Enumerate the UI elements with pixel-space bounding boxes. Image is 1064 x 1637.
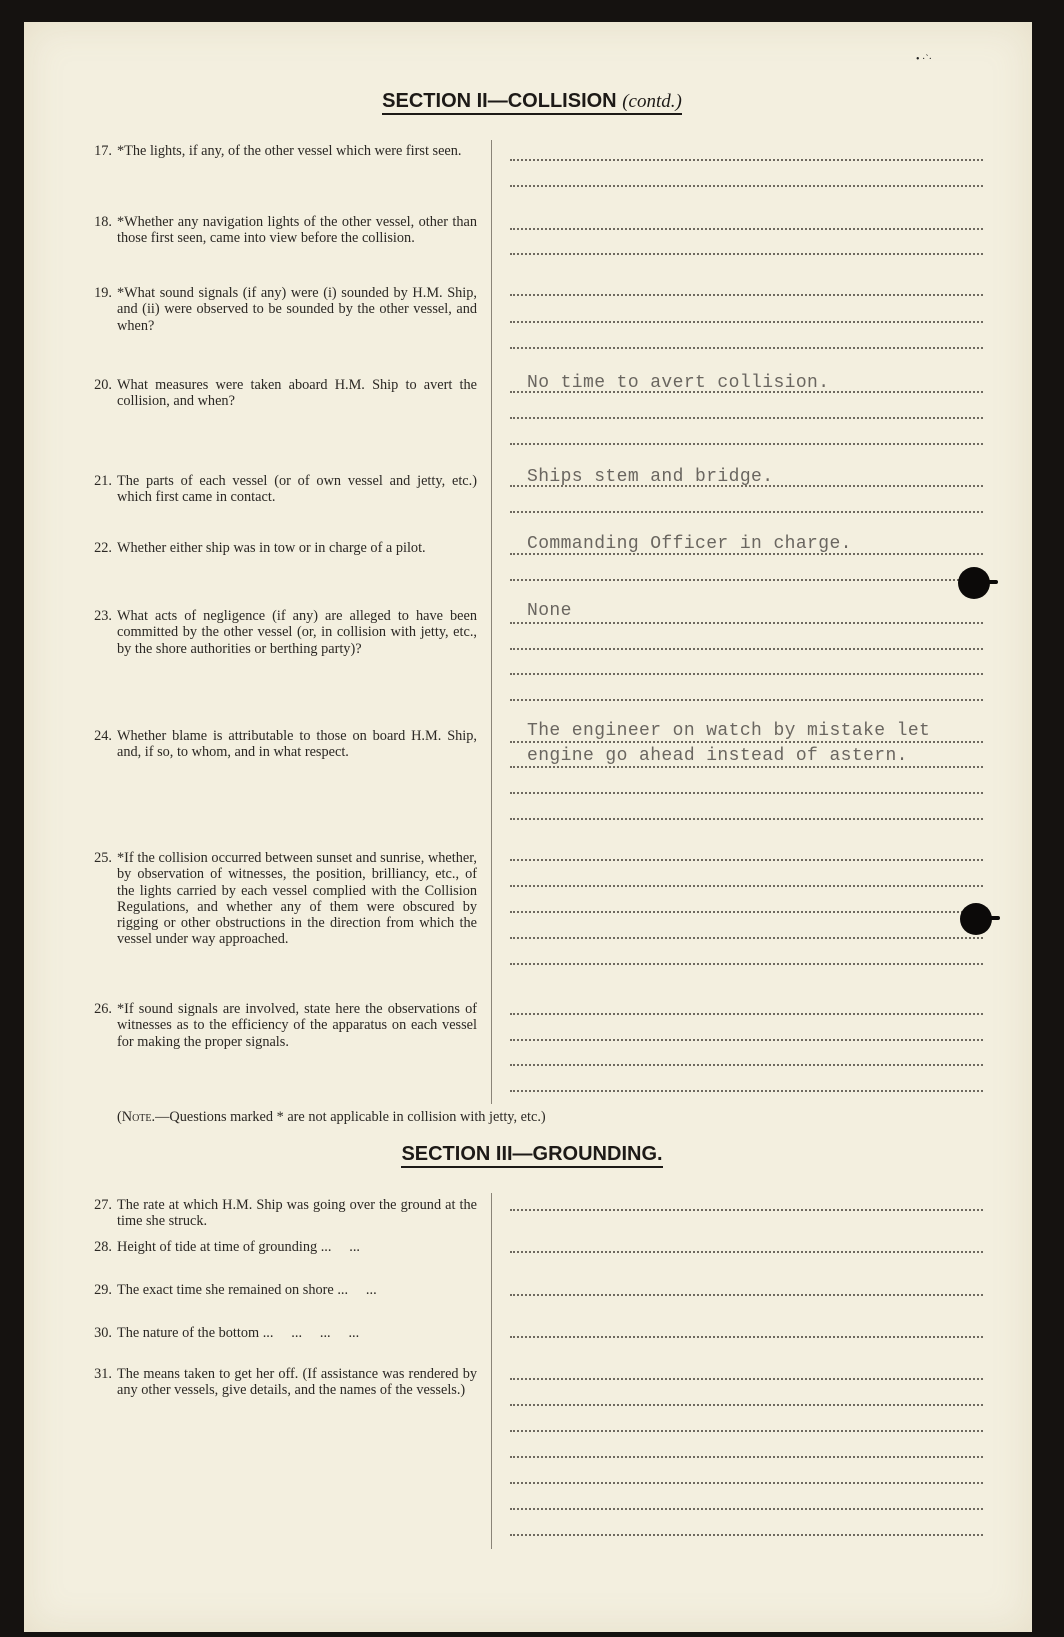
answer-line	[510, 1508, 983, 1510]
note-label: Note	[121, 1109, 152, 1125]
answer-line	[510, 1456, 983, 1458]
answer-line	[510, 321, 983, 323]
note-open-paren: (	[117, 1109, 122, 1125]
question-text: Height of tide at time of grounding ... ...	[117, 1239, 361, 1255]
corner-mark: • ·`·	[916, 54, 932, 65]
question-20	[80, 377, 477, 410]
question-text: What acts of negligence (if any) are alleged to have been committed by the other vessel (or, in collision with jetty, etc., by the shore authorities or berthing party)?	[117, 608, 477, 657]
section-iii-title	[0, 1143, 1064, 1166]
question-number: 27.	[94, 1197, 112, 1213]
question-number: 24.	[94, 728, 112, 744]
answer-line	[510, 579, 983, 581]
column-divider-collision	[491, 140, 492, 1104]
answer-line	[510, 1064, 983, 1066]
punch-hole-lower	[960, 903, 992, 935]
answer-line	[510, 185, 983, 187]
answer-line	[510, 1378, 983, 1380]
question-18	[80, 214, 477, 247]
question-number: 29.	[94, 1282, 112, 1298]
question-28	[80, 1239, 477, 1255]
question-text: The nature of the bottom ... ... ... ...	[117, 1325, 360, 1341]
question-text: Whether either ship was in tow or in charge of a pilot.	[117, 540, 426, 556]
question-number: 17.	[94, 143, 112, 159]
answer-line	[510, 911, 983, 913]
answer-q22: Commanding Officer in charge.	[527, 534, 852, 554]
section-ii-title	[0, 90, 1064, 113]
answer-line	[510, 622, 983, 624]
answer-q24-line1: The engineer on watch by mistake let	[527, 721, 931, 741]
question-27	[80, 1197, 477, 1230]
question-30	[80, 1325, 477, 1341]
answer-line	[510, 1090, 983, 1092]
question-number: 18.	[94, 214, 112, 230]
answer-line	[510, 741, 983, 743]
answer-line	[510, 818, 983, 820]
answer-line	[510, 1209, 983, 1211]
answer-line	[510, 885, 983, 887]
answer-line	[510, 294, 983, 296]
question-25	[80, 850, 477, 948]
question-number: 23.	[94, 608, 112, 624]
question-22	[80, 540, 477, 556]
question-number: 20.	[94, 377, 112, 393]
question-29	[80, 1282, 477, 1298]
answer-q21: Ships stem and bridge.	[527, 467, 774, 487]
answer-line	[510, 1482, 983, 1484]
question-number: 31.	[94, 1366, 112, 1382]
answer-line	[510, 1294, 983, 1296]
question-text: *What sound signals (if any) were (i) sounded by H.M. Ship, and (ii) were observed to be sounded by the other vessel, and when?	[117, 285, 477, 334]
question-number: 22.	[94, 540, 112, 556]
answer-q20: No time to avert collision.	[527, 373, 830, 393]
answer-line	[510, 1404, 983, 1406]
answer-line	[510, 1251, 983, 1253]
section-ii-contd: (contd.)	[622, 91, 682, 112]
answer-line	[510, 1013, 983, 1015]
question-text: *If the collision occurred between sunset and sunrise, whether, by observation of witnesses, the position, brilliancy, etc., of the lights carried by each vessel complied with the Collision Regulations, and whether any of them were obscured by rigging or other obstructions in the direction from which the vessel under way approached.	[117, 850, 477, 948]
question-21	[80, 473, 477, 506]
answer-line	[510, 673, 983, 675]
question-text: *If sound signals are involved, state here the observations of witnesses as to the efficiency of the apparatus on each vessel for making the proper signals.	[117, 1001, 477, 1050]
answer-line	[510, 792, 983, 794]
question-number: 26.	[94, 1001, 112, 1017]
note-text: .—Questions marked * are not applicable in collision with jetty, etc.)	[151, 1109, 546, 1125]
answer-line	[510, 963, 983, 965]
question-number: 21.	[94, 473, 112, 489]
punch-hole-upper	[958, 567, 990, 599]
footnote	[117, 1109, 546, 1126]
question-19	[80, 285, 477, 334]
answer-line	[510, 859, 983, 861]
answer-line	[510, 347, 983, 349]
question-number: 28.	[94, 1239, 112, 1255]
question-number: 30.	[94, 1325, 112, 1341]
answer-line	[510, 1039, 983, 1041]
answer-line	[510, 766, 983, 768]
question-number: 19.	[94, 285, 112, 301]
answer-line	[510, 648, 983, 650]
answer-line	[510, 1534, 983, 1536]
question-text: *Whether any navigation lights of the other vessel, other than those first seen, came into view before the collision.	[117, 214, 477, 247]
answer-line	[510, 417, 983, 419]
answer-line	[510, 228, 983, 230]
question-text: The exact time she remained on shore ... ...	[117, 1282, 377, 1298]
question-text: The means taken to get her off. (If assistance was rendered by any other vessels, give details, and the names of the vessels.)	[117, 1366, 477, 1399]
answer-q23: None	[527, 601, 572, 621]
question-text: What measures were taken aboard H.M. Ship to avert the collision, and when?	[117, 377, 477, 410]
answer-line	[510, 253, 983, 255]
question-text: *The lights, if any, of the other vessel which were first seen.	[117, 143, 462, 159]
answer-line	[510, 511, 983, 513]
answer-line	[510, 443, 983, 445]
section-ii-heading: SECTION II—COLLISION	[382, 90, 617, 112]
answer-line	[510, 699, 983, 701]
question-number: 25.	[94, 850, 112, 866]
question-text: The rate at which H.M. Ship was going over the ground at the time she struck.	[117, 1197, 477, 1230]
answer-q24-line2: engine go ahead instead of astern.	[527, 746, 908, 766]
question-31	[80, 1366, 477, 1399]
question-text: The parts of each vessel (or of own vessel and jetty, etc.) which first came in contact.	[117, 473, 477, 506]
answer-line	[510, 1430, 983, 1432]
section-iii-heading: SECTION III—GROUNDING.	[401, 1143, 662, 1168]
question-24	[80, 728, 477, 761]
question-23	[80, 608, 477, 657]
column-divider-grounding	[491, 1193, 492, 1549]
answer-line	[510, 1336, 983, 1338]
question-17	[80, 143, 477, 159]
question-26	[80, 1001, 477, 1050]
question-text: Whether blame is attributable to those on board H.M. Ship, and, if so, to whom, and in what respect.	[117, 728, 477, 761]
answer-line	[510, 937, 983, 939]
answer-line	[510, 159, 983, 161]
